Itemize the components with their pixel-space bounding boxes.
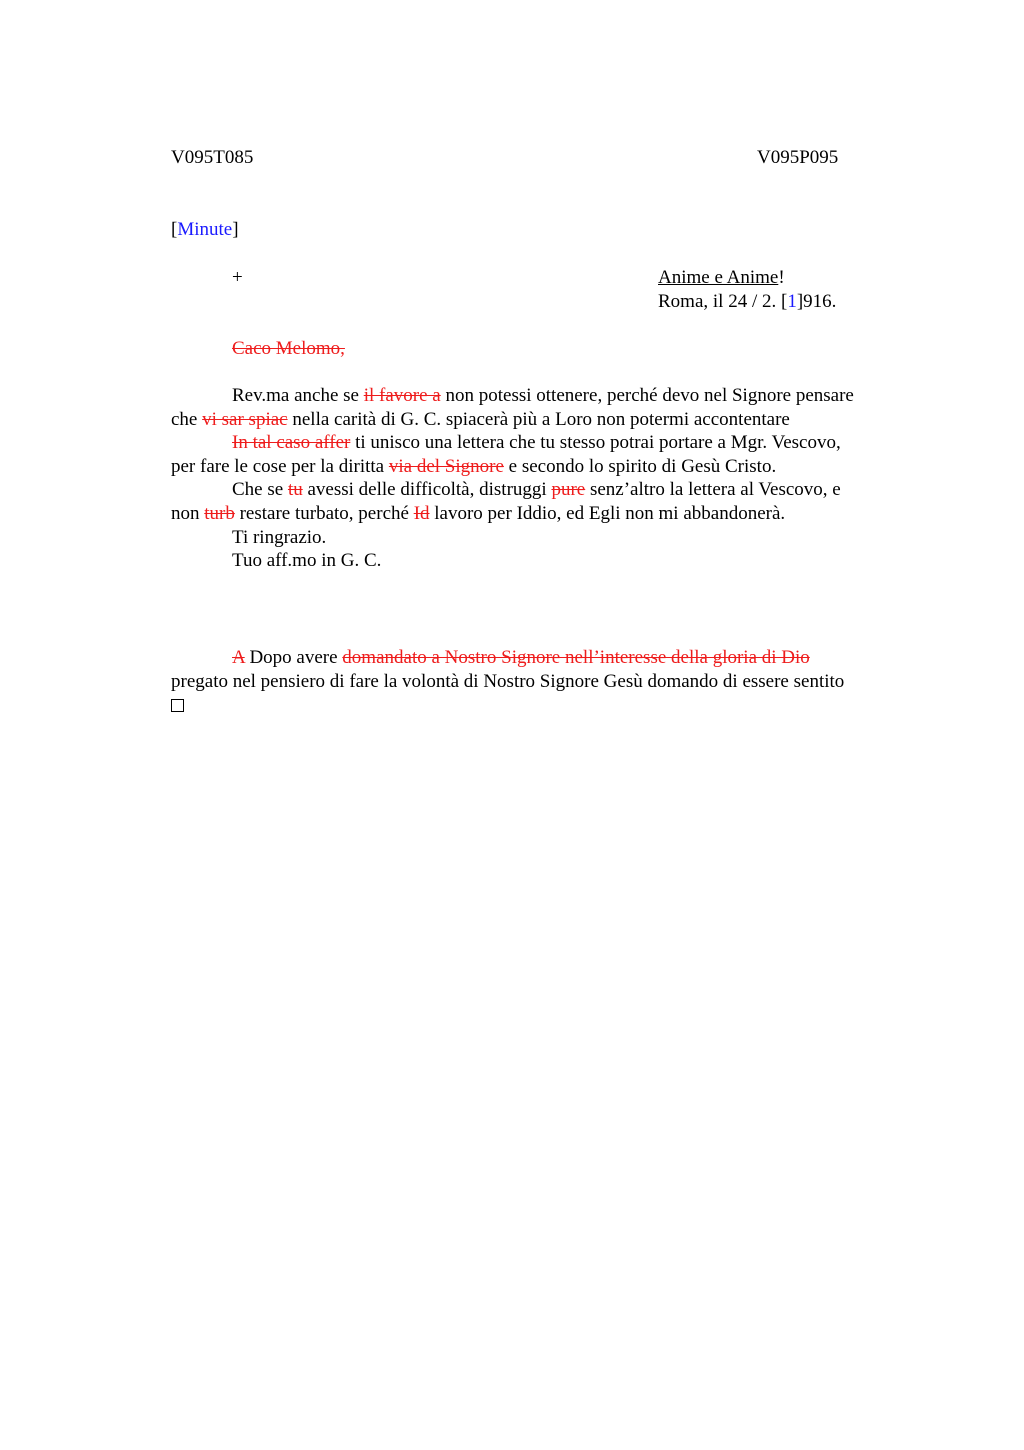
postscript (171, 646, 916, 717)
deletion: vi sar spiac (202, 408, 288, 430)
postscript-line: pregato nel pensiero di fare la volontà di Nostro Signore Gesù domando di essere sentito (171, 670, 845, 692)
editorial-label: [Minute] (171, 219, 239, 240)
salutation-deleted: Caco Melomo, (232, 338, 345, 359)
letter-body (171, 384, 916, 573)
closing-thanks: Ti ringrazio. (232, 526, 327, 548)
end-marker (171, 693, 916, 717)
signature-line: Tuo aff.mo in G. C. (232, 550, 382, 572)
body-line: per fare le cose per la diritta via del Signore e secondo lo spirito di Gesù Cristo. (171, 455, 777, 477)
square-box-icon (171, 699, 184, 712)
deletion: In tal caso affer (232, 432, 351, 454)
editorial-label-text: Minute (177, 219, 233, 240)
deletion: pure (551, 479, 586, 501)
body-line: che vi sar spiac nella carità di G. C. spiacerà più a Loro non potermi accontentare (171, 408, 790, 430)
deletion: A (232, 647, 245, 668)
deletion: il favore a (363, 385, 441, 406)
motto-text: Anime e Anime (658, 267, 779, 288)
document-code-left: V095T085 (171, 147, 254, 168)
deletion: tu (287, 479, 303, 501)
deletion: Id (413, 502, 430, 524)
deletion: domandato a Nostro Signore nell’interesse della gloria di Dio (342, 647, 810, 668)
body-line: Rev.ma anche se il favore a non potessi ottenere, perché devo nel Signore pensare (232, 385, 854, 406)
deletion: turb (204, 502, 235, 524)
body-line: Che se tu avessi delle difficoltà, distruggi pure senz’altro la lettera al Vescovo, e (232, 479, 841, 501)
deletion: via del Signore (388, 455, 504, 477)
cross-symbol: + (232, 267, 243, 288)
motto: Anime e Anime! (658, 267, 785, 288)
document-code-right: V095P095 (757, 147, 839, 168)
date-editorial-digit: 1 (787, 291, 797, 312)
postscript-line: A Dopo avere domandato a Nostro Signore nell’interesse della gloria di Dio (232, 647, 810, 668)
body-line: non turb restare turbato, perché Id lavoro per Iddio, ed Egli non mi abbandonerà. (171, 502, 786, 524)
place-date: Roma, il 24 / 2. [1]916. (658, 291, 837, 312)
body-line: In tal caso affer ti unisco una lettera che tu stesso potrai portare a Mgr. Vescovo, (232, 432, 841, 454)
